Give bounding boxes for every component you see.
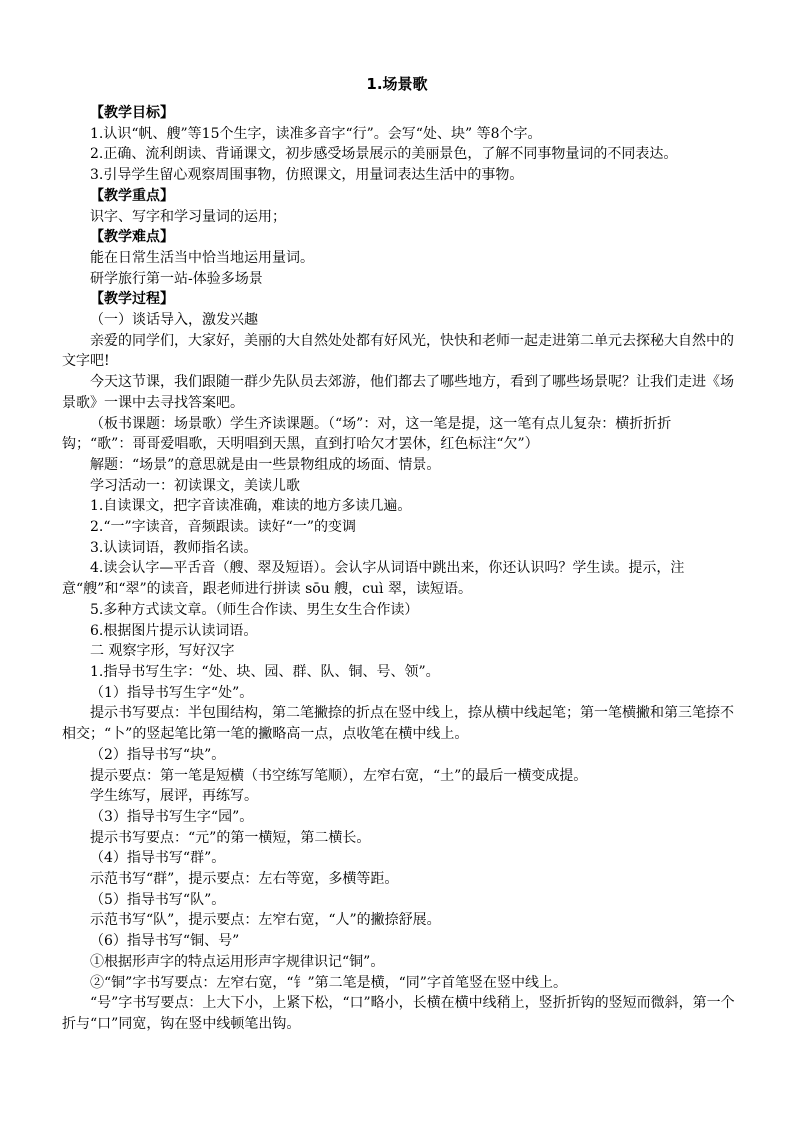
paragraph: 5.多种方式读文章。（师生合作读、男生女生合作读） <box>90 601 419 618</box>
paragraph: ①根据形声字的特点运用形声字规律识记“铜”。 <box>90 953 385 970</box>
paragraph: （5）指导书写“队”。 <box>90 891 226 908</box>
paragraph: 二 观察字形，写好汉字 <box>90 643 235 660</box>
paragraph: 3.认读词语，教师指名读。 <box>90 539 258 556</box>
paragraph: 能在日常生活当中恰当地运用量词。 <box>90 249 314 266</box>
paragraph: （6）指导书写“铜、号” <box>90 933 240 950</box>
paragraph: 提示书写要点：“元”的第一横短，第二横长。 <box>90 829 371 846</box>
paragraph: 亲爱的同学们，大家好，美丽的大自然处处都有好风光，快快和老师一起走进第二单元去探秘大自然中的文字吧! <box>62 332 734 370</box>
paragraph: 提示要点：第一笔是短横（书空练写笔顺），左窄右宽，“土”的最后一横变成提。 <box>90 767 588 784</box>
paragraph: 1.自读课文，把字音读准确，难读的地方多读几遍。 <box>90 498 412 515</box>
paragraph: 6.根据图片提示认读词语。 <box>90 622 258 639</box>
paragraph: 学习活动一：初读课文，美读儿歌 <box>90 477 300 494</box>
paragraph: 解题：“场景”的意思就是由一些景物组成的场面、情景。 <box>90 456 441 473</box>
paragraph: （1）指导书写生字“处”。 <box>90 684 254 701</box>
section-heading: 【教学难点】 <box>90 229 174 246</box>
paragraph: （2）指导书写“块”。 <box>90 746 226 763</box>
paragraph: 提示书写要点：半包围结构，第二笔撇捺的折点在竖中线上，捺从横中线起笔；第一笔横撇和第三笔捺不相交；“卜”的竖起笔比第一笔的撇略高一点，点收笔在横中线上。 <box>62 705 734 743</box>
paragraph: 示范书写“队”，提示要点：左窄右宽，“人”的撇捺舒展。 <box>90 912 441 929</box>
document-body <box>62 103 740 1035</box>
paragraph: 1.指导书写生字：“处、块、园、群、队、铜、号、领”。 <box>90 663 440 680</box>
paragraph: 4.读会认字—平舌音（艘、翠及短语）。会认字从词语中跳出来，你还认识吗？学生读。提示，注意“艘”和“翠”的读音，跟老师进行拼读 sōu 艘，cuì 翠，读短语。 <box>62 560 685 598</box>
paragraph: ②“铜”字书写要点：左窄右宽，“钅”第二笔是横，“同”字首笔竖在竖中线上。 <box>90 974 567 991</box>
paragraph: 2.“一”字读音，音频跟读。读好“一”的变调 <box>90 519 356 536</box>
paragraph: （4）指导书写“群”。 <box>90 850 226 867</box>
section-heading: 【教学目标】 <box>90 105 174 121</box>
paragraph: （3）指导书写生字“园”。 <box>90 808 254 825</box>
paragraph: 1.认识“帆、艘”等15个生字，读准多音字“行”。会写“处、块” 等8个字。 <box>90 125 542 142</box>
paragraph: “号”字书写要点：上大下小，上紧下松，“口”略小，长横在横中线稍上，竖折折钩的竖短而微斜，第一个折与“口”同宽，钩在竖中线顿笔出钩。 <box>62 995 735 1032</box>
paragraph: （一）谈话导入，激发兴趣 <box>90 312 258 329</box>
paragraph: 示范书写“群”，提示要点：左右等宽，多横等距。 <box>90 871 399 888</box>
section-heading: 【教学过程】 <box>90 291 174 308</box>
paragraph: 学生练写，展评，再练写。 <box>90 788 258 805</box>
paragraph: 2.正确、流利朗读、背诵课文，初步感受场景展示的美丽景色，了解不同事物量词的不同表达。 <box>90 146 678 163</box>
paragraph: 今天这节课，我们跟随一群少先队员去郊游，他们都去了哪些地方，看到了哪些场景呢？让我们走进《场景歌》一课中去寻找答案吧。 <box>62 374 734 411</box>
paragraph: 3.引导学生留心观察周围事物，仿照课文，用量词表达生活中的事物。 <box>90 167 524 184</box>
paragraph: （板书课题：场景歌）学生齐读课题。（“场”：对，这一笔是提，这一笔有点儿复杂：横折折折钩；“歌”：哥哥爱唱歌，天明唱到天黑，直到打哈欠才罢休，红色标注“欠”） <box>62 415 672 453</box>
section-heading: 【教学重点】 <box>90 187 174 204</box>
paragraph: 研学旅行第一站-体验多场景 <box>90 270 263 287</box>
page-title: 1.场景歌 <box>366 75 428 93</box>
paragraph: 识字、写字和学习量词的运用； <box>90 208 286 225</box>
